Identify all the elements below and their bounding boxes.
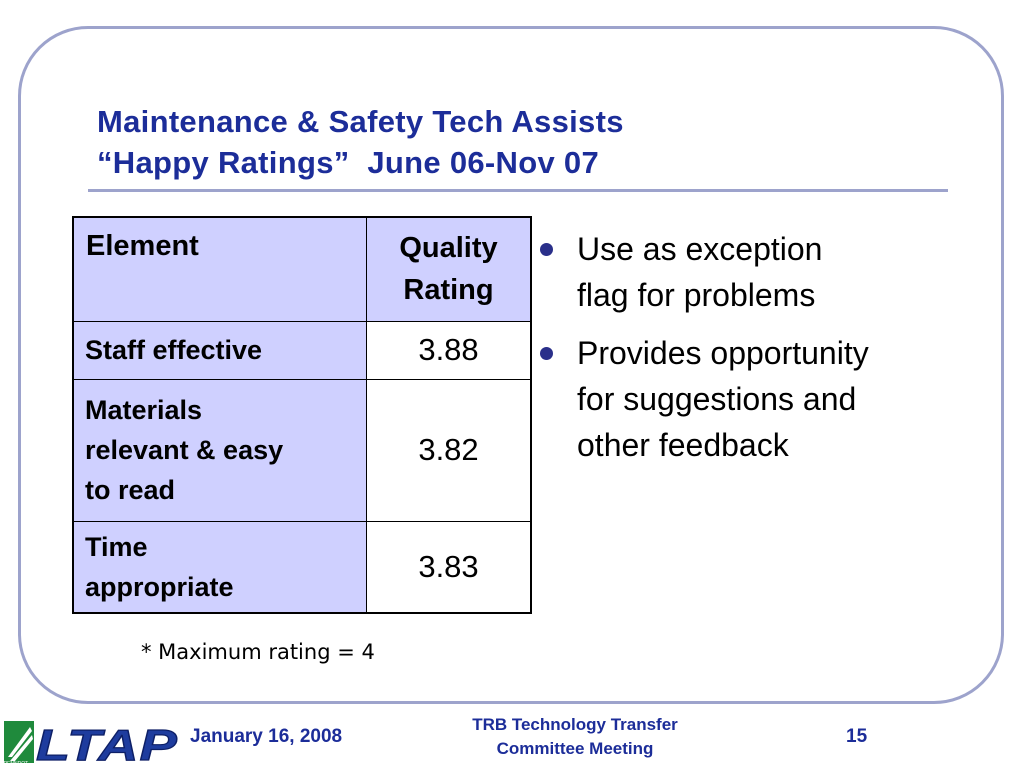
bullet-line: for suggestions and — [577, 381, 857, 417]
row-value: 3.88 — [367, 321, 532, 379]
row-label-line: to read — [85, 475, 176, 505]
row-label-line: Staff effective — [85, 335, 263, 365]
row-label-line: Time — [85, 531, 148, 562]
bullet-line: Provides opportunity — [577, 335, 869, 371]
header-quality-rating — [367, 217, 532, 321]
table-row — [73, 379, 531, 521]
row-label — [73, 379, 367, 521]
row-value: 3.83 — [367, 521, 532, 613]
ltap-logo-icon — [2, 717, 182, 767]
row-value: 3.82 — [367, 379, 532, 521]
bullet-line: other feedback — [577, 427, 789, 463]
footer-meeting — [430, 713, 720, 761]
bullet-item — [540, 330, 960, 468]
bullet-line: Use as exception — [577, 231, 823, 267]
bullet-item — [540, 226, 960, 318]
row-label-line: Materials — [85, 395, 203, 425]
bullet-dot-icon — [540, 243, 553, 256]
row-label-line: relevant & easy — [85, 435, 284, 465]
logo-small-text: PENNDOT — [3, 761, 29, 767]
ratings-table — [72, 216, 532, 614]
row-label — [73, 321, 367, 379]
bullet-line: flag for problems — [577, 277, 816, 313]
header-quality-line-2: Rating — [403, 274, 494, 307]
bullet-list — [540, 226, 960, 480]
table-row — [73, 321, 531, 379]
bullet-dot-icon — [540, 347, 553, 360]
header-quality-line-1: Quality — [399, 232, 498, 265]
table-header-row — [73, 217, 531, 321]
header-element: Element — [73, 217, 367, 321]
table-row — [73, 521, 531, 613]
title-line-2: “Happy Ratings” June 06-Nov 07 — [97, 145, 599, 180]
footnote: * Maximum rating = 4 — [141, 640, 375, 664]
title-divider — [88, 189, 948, 192]
footer-date: January 16, 2008 — [190, 726, 343, 747]
slide-title — [97, 101, 957, 183]
title-line-1: Maintenance & Safety Tech Assists — [97, 104, 624, 139]
logo-text: LTAP — [36, 721, 178, 767]
meeting-line-1: TRB Technology Transfer — [472, 715, 678, 734]
row-label — [73, 521, 367, 613]
row-label-line: appropriate — [85, 571, 234, 602]
page-number: 15 — [846, 726, 868, 747]
meeting-line-2: Committee Meeting — [496, 739, 654, 758]
